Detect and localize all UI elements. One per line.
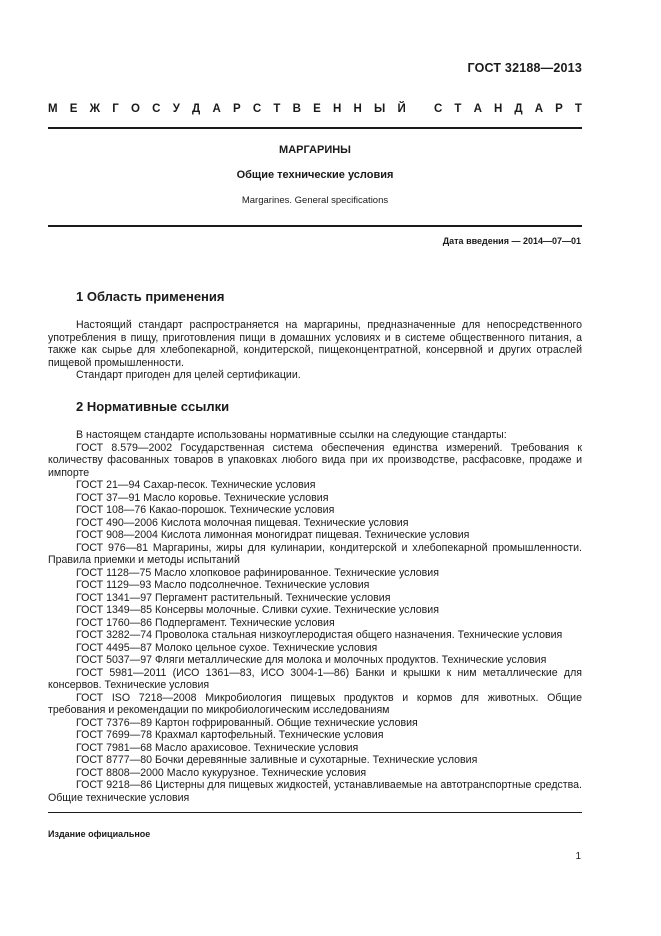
banner-word-standard: [434, 103, 582, 115]
reference-item: ГОСТ 7981—68 Масло арахисовое. Технические условия: [76, 741, 359, 754]
reference-item: ГОСТ 37—91 Масло коровье. Технические условия: [76, 491, 329, 504]
banner-letter: Й: [397, 103, 406, 115]
reference-item: ГОСТ 7376—89 Картон гофрированный. Общие технические условия: [76, 716, 418, 729]
reference-item: ГОСТ 3282—74 Проволока стальная низкоуглеродистая общего назначения. Технические условия: [76, 629, 563, 641]
reference-item: ГОСТ 8808—2000 Масло кукурузное. Технические условия: [76, 766, 367, 779]
reference-item: ГОСТ 8.579—2002 Государственная система обеспечения единства измерений. Требования к количеству фасованных товаров в упаковках любого вида при их производстве, расфасовке, продаже и импорте: [48, 441, 582, 479]
banner-letter: Н: [332, 103, 342, 115]
reference-item: ГОСТ 8777—80 Бочки деревянные заливные и сухотарные. Технические условия: [76, 754, 478, 766]
banner-letter: Н: [353, 103, 362, 115]
banner-letter: Е: [313, 103, 321, 115]
official-edition-note: Издание официальное: [48, 812, 582, 839]
reference-item: ГОСТ 5981—2011 (ИСО 1361—83, ИСО 3004-1—86) Банки и крышки к ним металлические для консервов. Технические условия: [48, 666, 582, 691]
banner-letter: У: [172, 103, 180, 115]
reference-item: ГОСТ 1129—93 Масло подсолнечное. Технические условия: [76, 579, 370, 591]
banner-letter: Т: [273, 103, 281, 115]
header-divider: [48, 127, 582, 129]
reference-item: ГОСТ 490—2006 Кислота молочная пищевая. Технические условия: [76, 516, 409, 529]
banner-letter: Д: [192, 103, 201, 115]
reference-item: ГОСТ 5037—97 Фляги металлические для молока и молочных продуктов. Технические условия: [76, 654, 547, 666]
banner-letter: Р: [232, 103, 241, 115]
reference-item: ГОСТ 9218—86 Цистерны для пищевых жидкостей, устанавливаемые на автотранспортные средства. Общие технические условия: [48, 779, 582, 804]
interstate-standard-banner: [48, 103, 582, 115]
banner-letter: С: [252, 103, 262, 115]
section-1-heading: 1 Область применения: [76, 289, 225, 304]
reference-item: ГОСТ 1128—75 Масло хлопковое рафинированное. Технические условия: [76, 566, 439, 579]
banner-letter: А: [534, 103, 544, 115]
reference-item: ГОСТ 4495—87 Молоко цельное сухое. Технические условия: [76, 641, 378, 654]
banner-letter: Н: [493, 103, 503, 115]
document-code: ГОСТ 32188—2013: [467, 61, 582, 75]
introduction-date: Дата введения — 2014—07—01: [442, 236, 581, 246]
section-2-body: [48, 429, 582, 804]
reference-item: ГОСТ 1349—85 Консервы молочные. Сливки сухие. Технические условия: [76, 604, 439, 616]
page-number: 1: [575, 851, 581, 862]
banner-letter: А: [212, 103, 221, 115]
reference-item: ГОСТ 976—81 Маргарины, жиры для кулинарии, кондитерской и хлебопекарной промышленности. Правила приемки и методы испытаний: [48, 541, 582, 566]
section-2-heading: 2 Нормативные ссылки: [76, 399, 230, 414]
banner-letter: О: [131, 103, 140, 115]
banner-letter: С: [152, 103, 161, 115]
banner-letter: Г: [112, 103, 119, 115]
reference-item: ГОСТ 1341—97 Пергамент растительный. Технические условия: [76, 591, 391, 604]
section-1-body: [48, 319, 582, 382]
reference-item: ГОСТ 908—2004 Кислота лимонная моногидрат пищевая. Технические условия: [76, 529, 470, 541]
document-subtitle: Общие технические условия: [236, 169, 394, 181]
english-title: Margarines. General specifications: [241, 195, 389, 206]
banner-letter: Р: [555, 103, 563, 115]
reference-item: ГОСТ 21—94 Сахар-песок. Технические условия: [76, 479, 316, 491]
banner-letter: Ы: [374, 103, 386, 115]
banner-letter: М: [48, 103, 58, 115]
paragraph: В настоящем стандарте использованы нормативные ссылки на следующие стандарты:: [76, 429, 507, 441]
banner-letter: Д: [514, 103, 523, 115]
banner-letter: В: [292, 103, 301, 115]
reference-item: ГОСТ 108—76 Какао-порошок. Технические условия: [76, 504, 335, 516]
reference-item: ГОСТ ISO 7218—2008 Микробиология пищевых продуктов и кормов для животных. Общие требования и рекомендации по микробиологическим исследованиям: [48, 691, 582, 716]
banner-word-interstate: [48, 103, 406, 115]
reference-item: ГОСТ 1760—86 Подпергамент. Технические условия: [76, 616, 335, 629]
document-title: МАРГАРИНЫ: [279, 144, 351, 156]
reference-item: ГОСТ 7699—78 Крахмал картофельный. Технические условия: [76, 729, 384, 741]
paragraph: Стандарт пригоден для целей сертификации.: [76, 369, 301, 381]
banner-letter: А: [473, 103, 482, 115]
banner-letter: С: [434, 103, 443, 115]
banner-letter: Е: [69, 103, 78, 115]
banner-letter: Ж: [89, 103, 101, 115]
banner-letter: Т: [574, 103, 582, 115]
paragraph: Настоящий стандарт распространяется на маргарины, предназначенные для непосредственного употребления в пищу, приготовления пищи в домашних условиях и в системе общественного питания, а также как сырье для хлебопекарной, кондитерской, пищеконцентратной, консервной и других отраслей пищевой промышленности.: [48, 319, 582, 369]
banner-letter: Т: [454, 103, 462, 115]
title-divider: [48, 225, 582, 227]
